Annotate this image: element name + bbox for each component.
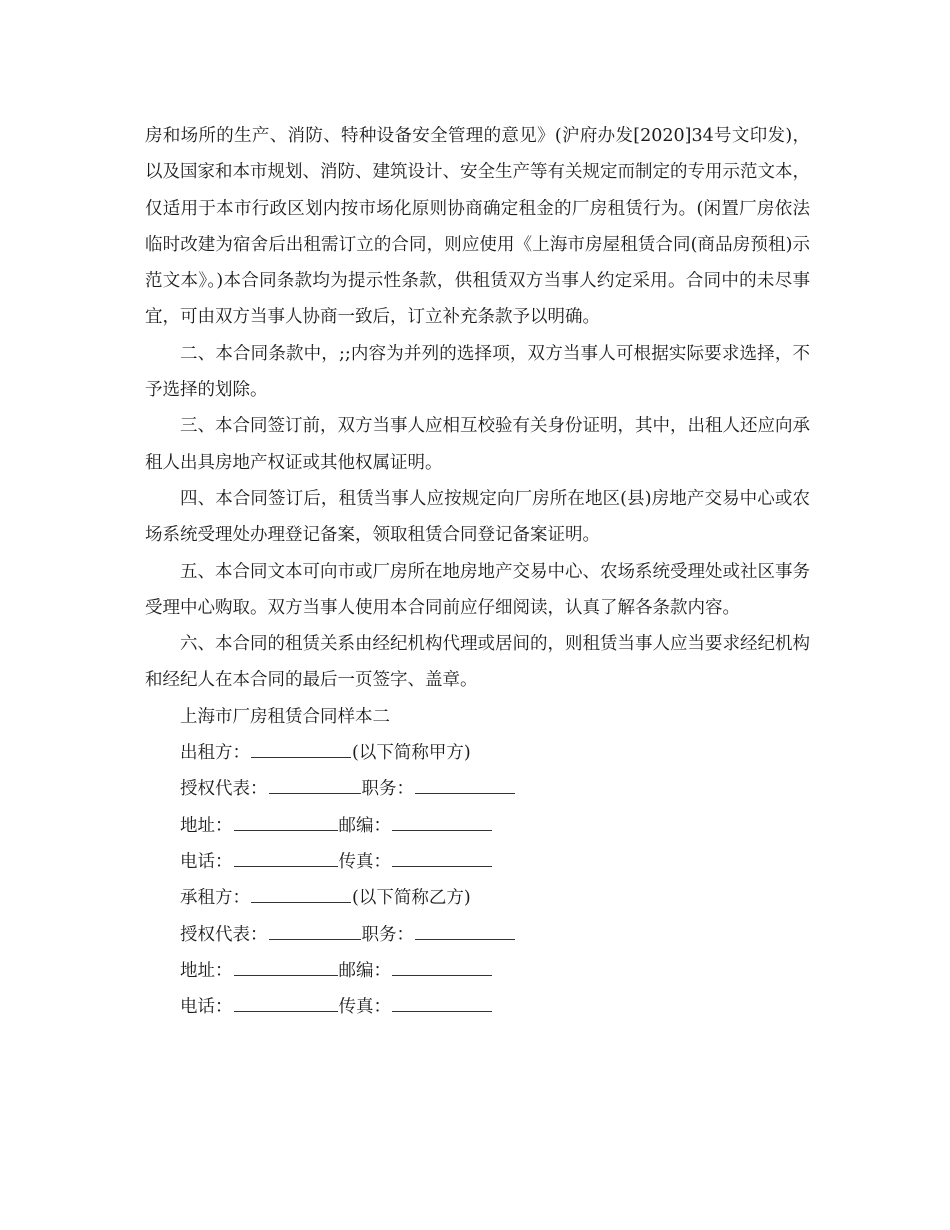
lessor-address-line	[145, 808, 810, 844]
lessor-suffix: (以下简称甲方)	[352, 743, 471, 764]
intro-paragraph: 房和场所的生产、消防、特种设备安全管理的意见》(沪府办发[2020]34号文印发)，以及国家和本市规划、消防、建筑设计、安全生产等有关规定而制定的专用示范文本，仅适用于本市行政区划内按市场化原则协商确定租金的厂房租赁行为。(闲置厂房依法临时改建为宿舍后出租需订立的合同，则应使用《上海市房屋租赁合同(商品房预租)示范文本》。)本合同条款均为提示性条款，供租赁双方当事人约定采用。合同中的未尽事宜，可由双方当事人协商一致后，订立补充条款予以明确。	[145, 126, 810, 328]
lessee-label: 承租方：	[180, 888, 250, 909]
sample-title: 上海市厂房租赁合同样本二	[180, 706, 390, 727]
lessor-phone-blank[interactable]	[234, 865, 338, 867]
lessee-address-label: 地址：	[180, 960, 233, 981]
lessee-rep-line	[145, 917, 810, 953]
lessor-label: 出租方：	[180, 743, 250, 764]
lessor-fax-label: 传真：	[338, 851, 391, 872]
lessee-phone-line	[145, 989, 810, 1025]
lessor-rep-label: 授权代表：	[180, 779, 268, 800]
lessor-postcode-label: 邮编：	[338, 815, 391, 836]
note-6-paragraph: 六、本合同的租赁关系由经纪机构代理或居间的，则租赁当事人应当要求经纪机构和经纪人在本合同的最后一页签字、盖章。	[145, 634, 810, 691]
lessee-name-blank[interactable]	[251, 901, 351, 903]
note-5-paragraph: 五、本合同文本可向市或厂房所在地房地产交易中心、农场系统受理处或社区事务受理中心购取。双方当事人使用本合同前应仔细阅读，认真了解各条款内容。	[145, 561, 810, 618]
lessor-name-blank[interactable]	[251, 756, 351, 758]
lessee-position-blank[interactable]	[415, 938, 515, 940]
note-2-paragraph: 二、本合同条款中，;;内容为并列的选择项，双方当事人可根据实际要求选择，不予选择的划除。	[145, 343, 810, 401]
lessor-position-label: 职务：	[361, 779, 414, 800]
lessee-position-label: 职务：	[361, 924, 414, 945]
lessor-line	[145, 735, 810, 771]
lessor-postcode-blank[interactable]	[392, 829, 492, 831]
lessor-address-blank[interactable]	[234, 829, 338, 831]
lessee-postcode-label: 邮编：	[338, 960, 391, 981]
lessee-address-blank[interactable]	[234, 974, 338, 976]
lessor-rep-line	[145, 771, 810, 807]
note-3-paragraph: 三、本合同签订前，双方当事人应相互校验有关身份证明，其中，出租人还应向承租人出具房地产权证或其他权属证明。	[145, 416, 810, 473]
document-body	[145, 118, 810, 1025]
lessee-phone-label: 电话：	[180, 997, 233, 1018]
lessor-position-blank[interactable]	[415, 792, 515, 794]
lessee-fax-blank[interactable]	[392, 1010, 492, 1012]
lessor-phone-label: 电话：	[180, 851, 233, 872]
lessee-postcode-blank[interactable]	[392, 974, 492, 976]
note-4-paragraph: 四、本合同签订后，租赁当事人应按规定向厂房所在地区(县)房地产交易中心或农场系统受理处办理登记备案，领取租赁合同登记备案证明。	[145, 488, 810, 546]
lessor-fax-blank[interactable]	[392, 865, 492, 867]
lessor-rep-blank[interactable]	[269, 792, 361, 794]
lessor-address-label: 地址：	[180, 815, 233, 836]
lessee-fax-label: 传真：	[338, 997, 391, 1018]
lessee-address-line	[145, 953, 810, 989]
lessee-rep-blank[interactable]	[269, 938, 361, 940]
lessee-suffix: (以下简称乙方)	[352, 888, 471, 909]
lessor-phone-line	[145, 844, 810, 880]
lessee-rep-label: 授权代表：	[180, 924, 268, 945]
lessee-phone-blank[interactable]	[234, 1010, 338, 1012]
lessee-line	[145, 880, 810, 916]
